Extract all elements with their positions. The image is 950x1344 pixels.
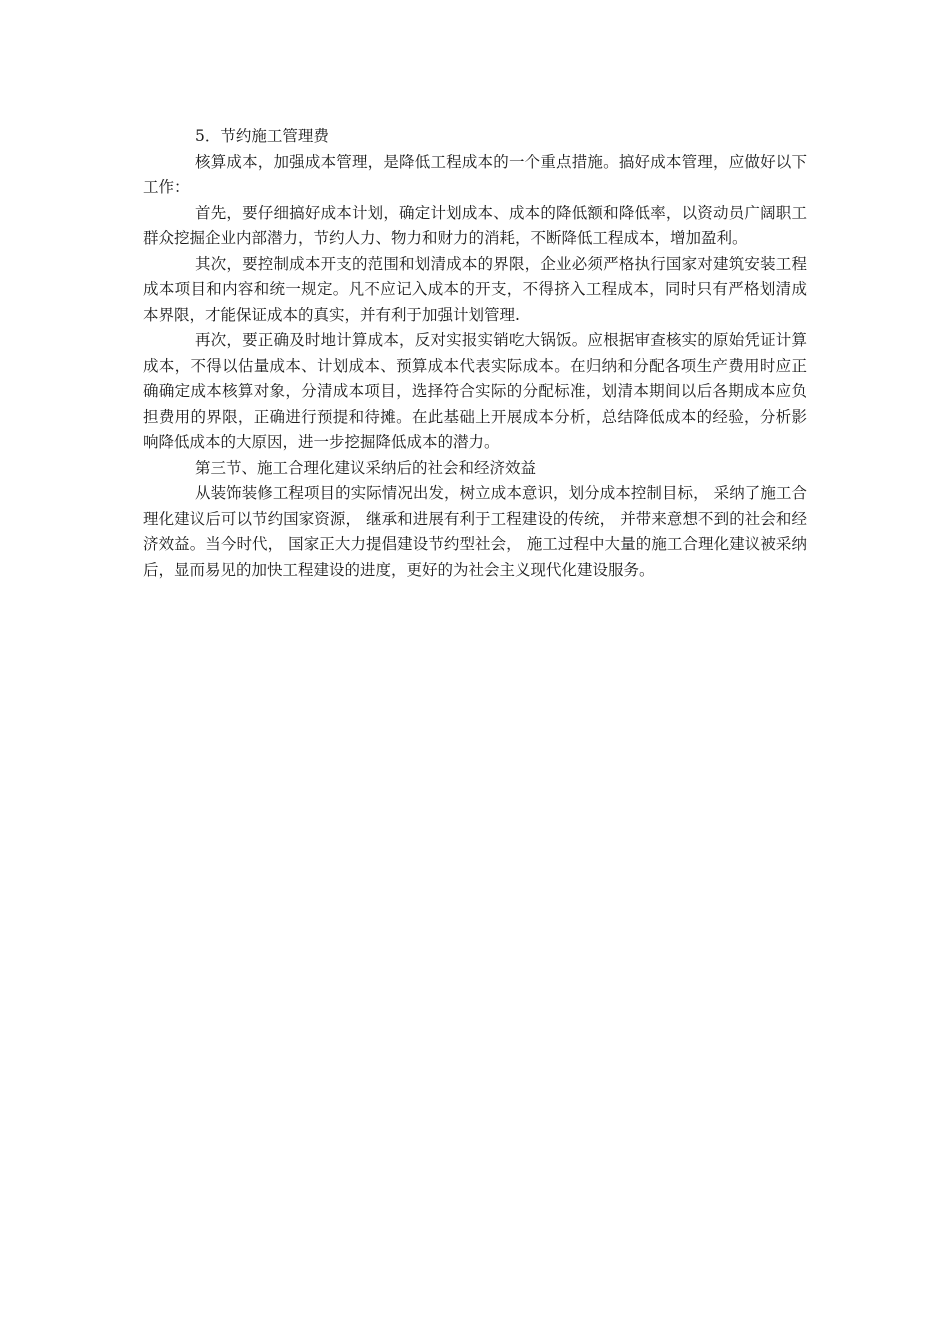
- document-body: [143, 124, 807, 583]
- paragraph-first: 首先，要仔细搞好成本计划，确定计划成本、成本的降低额和降低率，以资动员广阔职工群众挖掘企业内部潜力，节约人力、物力和财力的消耗，不断降低工程成本，增加盈利。: [143, 203, 807, 247]
- section-heading-third-section: 第三节、施工合理化建议采纳后的社会和经济效益: [195, 458, 537, 477]
- paragraph-benefits: 从装饰装修工程项目的实际情况出发，树立成本意识，划分成本控制目标， 采纳了施工合理化建议后可以节约国家资源， 继承和进展有利于工程建设的传统， 并带来意想不到的社会和经济效益。当今时代， 国家正大力提倡建设节约型社会， 施工过程中大量的施工合理化建议被采纳后，显而易见的加快工程建设的进度，更好的为社会主义现代化建设服务。: [143, 484, 807, 579]
- section-heading-item-5: 5．节约施工管理费: [195, 127, 329, 145]
- paragraph-third: 再次，要正确及时地计算成本，反对实报实销吃大锅饭。应根据审查核实的原始凭证计算成本，不得以估量成本、计划成本、预算成本代表实际成本。在归纳和分配各项生产费用时应正确确定成本核算对象，分清成本项目，选择符合实际的分配标准，划清本期间以后各期成本应负担费用的界限，正确进行预提和待摊。在此基础上开展成本分析，总结降低成本的经验，分析影响降低成本的大原因，进一步挖掘降低成本的潜力。: [143, 331, 807, 451]
- paragraph-cost-accounting: 核算成本，加强成本管理，是降低工程成本的一个重点措施。搞好成本管理，应做好以下工作：: [143, 152, 807, 196]
- paragraph-second: 其次，要控制成本开支的范围和划清成本的界限，企业必须严格执行国家对建筑安装工程成本项目和内容和统一规定。凡不应记入成本的开支，不得挤入工程成本，同时只有严格划清成本界限，才能保证成本的真实，并有利于加强计划管理.: [143, 254, 807, 324]
